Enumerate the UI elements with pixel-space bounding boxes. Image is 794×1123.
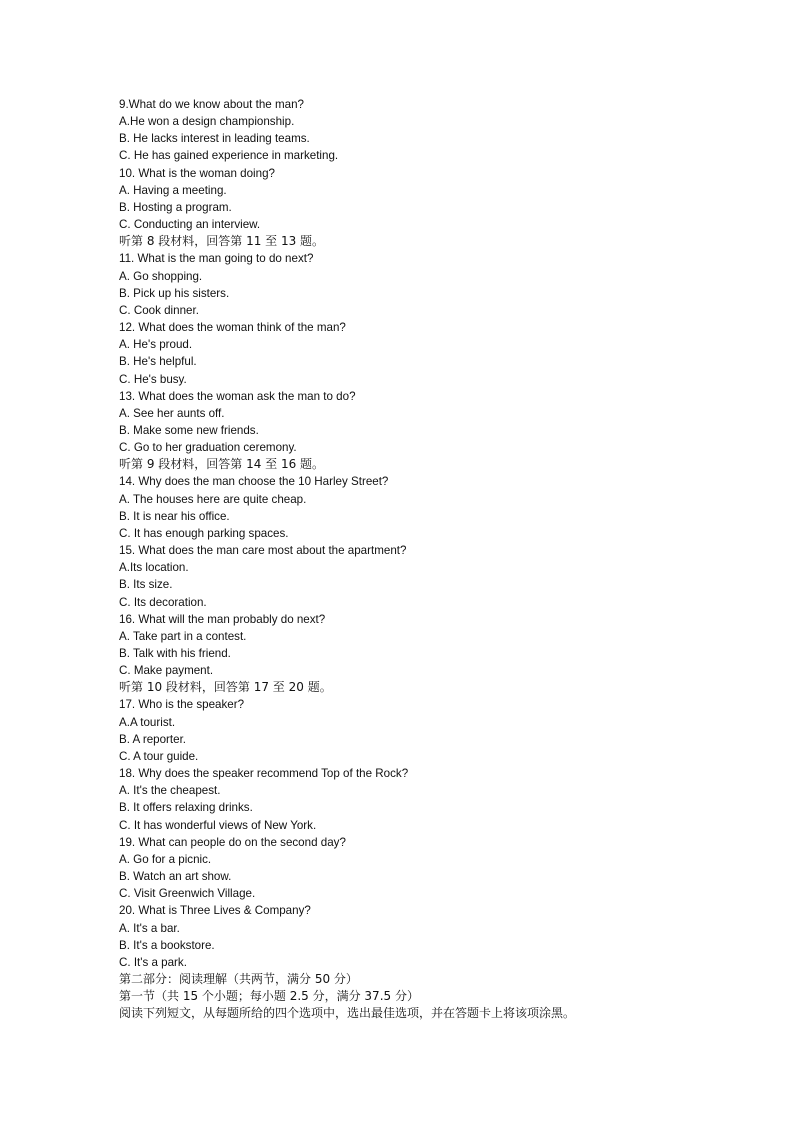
option-line: C. Cook dinner. [119,303,199,317]
question-line: 13. What does the woman ask the man to do? [119,389,356,403]
option-line: B. It offers relaxing drinks. [119,801,253,815]
option-line: C. He's busy. [119,372,187,386]
option-line: B. Its size. [119,578,173,592]
option-line: B. He's helpful. [119,355,197,369]
question-line: 12. What does the woman think of the man? [119,321,346,335]
option-line: C. He has gained experience in marketing. [119,149,339,163]
option-line: B. It's a bookstore. [119,938,215,952]
option-line: C. Conducting an interview. [119,218,261,232]
question-line: 20. What is Three Lives & Company? [119,904,311,918]
option-line: C. Its decoration. [119,595,207,609]
option-line: C. Make payment. [119,664,214,678]
option-line: B. Hosting a program. [119,200,232,214]
option-line: B. Talk with his friend. [119,647,231,660]
option-line: B. A reporter. [119,732,187,746]
option-line: A. It's the cheapest. [119,784,221,798]
option-line: A. See her aunts off. [119,406,225,420]
option-line: B. Watch an art show. [119,870,232,884]
option-line: A. Take part in a contest. [119,629,247,643]
question-line: 11. What is the man going to do next? [119,252,314,266]
option-line: A. It's a bar. [119,921,180,935]
option-line: B. It is near his office. [119,509,230,523]
option-line: A.He won a design championship. [119,115,295,129]
option-line: A. Having a meeting. [119,183,227,197]
instruction-line: 阅读下列短文，从每题所给的四个选项中，选出最佳选项，并在答题卡上将该项涂黑。 [119,1006,576,1021]
option-line: C. A tour guide. [119,749,199,763]
option-line: C. It has wonderful views of New York. [119,818,317,832]
instruction-line: 第二部分：阅读理解（共两节，满分 50 分） [119,971,358,986]
question-line: 18. Why does the speaker recommend Top of the Rock? [119,767,409,781]
option-line: C. Go to her graduation ceremony. [119,441,297,455]
instruction-line: 听第 10 段材料，回答第 17 至 20 题。 [119,680,332,695]
option-line: B. He lacks interest in leading teams. [119,132,310,146]
question-line: 14. Why does the man choose the 10 Harley Street? [119,475,389,489]
option-line: A.Its location. [119,561,189,575]
question-line: 17. Who is the speaker? [119,698,245,712]
option-line: A.A tourist. [119,715,176,729]
question-line: 9.What do we know about the man? [119,98,304,111]
question-line: 16. What will the man probably do next? [119,612,326,626]
option-line: A. Go shopping. [119,269,203,283]
option-line: A. He's proud. [119,338,193,352]
document-body [119,96,679,1022]
option-line: A. The houses here are quite cheap. [119,492,307,506]
option-line: B. Make some new friends. [119,423,259,437]
question-line: 15. What does the man care most about the apartment? [119,544,407,558]
option-line: C. It's a park. [119,955,187,969]
option-line: C. It has enough parking spaces. [119,526,289,540]
instruction-line: 听第 9 段材料，回答第 14 至 16 题。 [119,457,325,472]
option-line: B. Pick up his sisters. [119,286,230,300]
option-line: C. Visit Greenwich Village. [119,887,256,901]
option-line: A. Go for a picnic. [119,852,212,866]
instruction-line: 听第 8 段材料，回答第 11 至 13 题。 [119,234,325,249]
question-line: 19. What can people do on the second day? [119,835,346,849]
instruction-line: 第一节（共 15 个小题；每小题 2.5 分，满分 37.5 分） [119,989,419,1004]
question-line: 10. What is the woman doing? [119,166,275,180]
